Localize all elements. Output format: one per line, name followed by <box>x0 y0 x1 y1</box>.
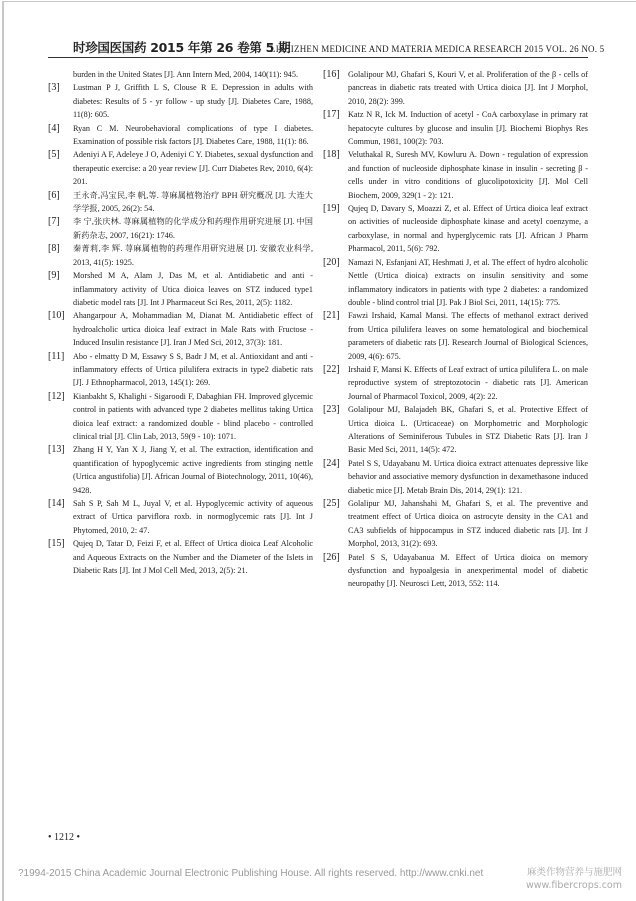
reference-number: [13] <box>48 444 65 456</box>
watermark-cn: 麻类作物营养与施肥网 <box>526 867 622 878</box>
reference-text: Adeniyi A F, Adeleye J O, Adeniyi C Y. Diabetes, sexual dysfunction and therapeutic exercise: a 20 year review [J]. Curr Diabetes Rev, 2010, 6(4): 201. <box>73 150 313 187</box>
reference-item <box>323 403 588 457</box>
reference-text: Zhang H Y, Yan X J, Jiang Y, et al. The extraction, identification and quantification of hypoglycemic active ingredients from stinging nettle (Urtica angustifolia) [J]. African Journal of Biotechnology, 2011, 10(46), 9428. <box>73 445 313 495</box>
reference-text: 王永奇,冯宝民,李 帆,等. 荨麻属植物治疗 BPH 研究概况 [J]. 大连大学学报, 2005, 26(2): 54. <box>73 190 313 214</box>
reference-number: [3] <box>48 82 60 94</box>
reference-text: Qujeq D, Davary S, Moazzi Z, et al. Effect of Urtica dioica leaf extract on activities of nucleoside diphosphate kinase and acetyl coenzyme, a carboxylase, in normal and hyperglycemic rats [J]. African J Pharm Pharmacol, 2011, 5(6): 792. <box>348 204 588 254</box>
reference-item <box>323 108 588 148</box>
reference-text: Namazi N, Esfanjani AT, Heshmati J, et al. The effect of hydro alcoholic Nettle (Urtica dioica) extracts on insulin sensitivity and some inflammatory indicators in patients with type 2 diabetes: a randomized double - blind control trial [J]. Pak J Biol Sci, 2011, 14(15): 775. <box>348 257 588 307</box>
reference-text: Golalipur MJ, Jahanshahi M, Ghafari S, et al. The preventive and treatment effect of Urtica dioica on astrocyte density in the CA1 and CA3 subfields of hippocampus in STZ induced diabetic rats [J]. Int J Morphol, 2013, 31(2): 693. <box>348 499 588 549</box>
reference-text: Qujeq D, Tatar D, Feizi F, et al. Effect of Urtica dioica Leaf Alcoholic and Aqueous Extracts on the Number and the Diameter of the Islets in Diabetic Rats [J]. Int J Mol Cell Med, 2013, 2(5): 21. <box>73 539 313 576</box>
reference-item <box>48 309 313 349</box>
reference-text: burden in the United States [J]. Ann Intern Med, 2004, 140(11): 945. <box>73 70 299 79</box>
reference-text: Golalipour MJ, Balajadeh BK, Ghafari S, et al. Protective Effect of Urtica dioica L. (Urticaceae) on Morphometric and Morphologic Alterations of Seminiferous Tubules in STZ Diabetic Rats [J]. Iran J Basic Med Sci, 2011, 14(5): 472. <box>348 405 588 455</box>
reference-number: [18] <box>323 149 340 161</box>
reference-number: [8] <box>48 243 60 255</box>
reference-item <box>48 242 313 269</box>
journal-title-cn: 时珍国医国药 2015 年第 26 卷第 5 期 <box>73 40 291 55</box>
page-number: • 1212 • <box>48 832 81 843</box>
reference-text: Katz N R, Ick M. Induction of acetyl - CoA carboxylase in primary rat hepatocyte cultures by glucose and insulin [J]. Biochemi Biophys Res Commun, 1981, 100(2): 703. <box>348 110 588 147</box>
header-rule <box>48 57 588 58</box>
reference-text: Morshed M A, Alam J, Das M, et al. Antidiabetic and anti - inflammatory activity of Utica dioica leaves on STZ induced type1 diabetic model rats [J]. Int J Pharmaceut Sci Res, 2011, 2(5): 1182. <box>73 271 313 307</box>
reference-item <box>48 443 313 497</box>
reference-number: [26] <box>323 551 340 563</box>
reference-text: Ahangarpour A, Mohammadian M, Dianat M. Antidiabetic effect of hydroalcholic urtica dioica leaf extract in Male Rats with Fructose - Induced Insulin resistance [J]. Iran J Med Sci, 2012, 37(3): 181. <box>73 311 313 348</box>
reference-text: Abo - elmatty D M, Essawy S S, Badr J M, et al. Antioxidant and anti - inflammatory effects of Urtica pilulifera extracts in type2 diabetic rats [J]. J Ethnopharmacol, 2013, 145(1): 269. <box>73 351 313 388</box>
reference-number <box>48 68 73 81</box>
reference-item <box>323 256 588 310</box>
reference-number: [10] <box>48 310 65 322</box>
reference-item <box>323 457 588 497</box>
reference-number: [22] <box>323 363 340 375</box>
reference-number: [12] <box>48 390 65 402</box>
reference-text: Kianbakht S, Khalighi - Sigaroodi F, Dabaghian FH. Improved glycemic control in patients with advanced type 2 diabetes mellitus taking Urtica dioica leaf extract: a randomized double - blind placebo - controlled clinical trial [J]. Clin Lab, 2013, 59(9 - 10): 1071. <box>73 391 313 441</box>
references-right-column <box>323 68 588 591</box>
reference-item <box>48 68 313 81</box>
reference-item <box>323 202 588 256</box>
reference-item <box>48 148 313 188</box>
reference-number: [6] <box>48 189 60 201</box>
reference-number: [9] <box>48 270 60 282</box>
reference-number: [15] <box>48 538 65 550</box>
reference-text: Golalipour MJ, Ghafari S, Kouri V, et al. Proliferation of the β - cells of pancreas in diabetic rats treated with Urtica dioica [J]. Int J Morphol, 2010, 28(2): 399. <box>348 70 588 106</box>
reference-item <box>323 148 588 202</box>
reference-number: [16] <box>323 69 340 80</box>
reference-text: 李 宁,张庆林. 荨麻属植物的化学成分和药理作用研究进展 [J]. 中国新药杂志, 2007, 16(21): 1746. <box>73 217 313 240</box>
reference-text: Sah S P, Sah M L, Juyal V, et al. Hypoglycemic activity of aqueous extract of Urtica parviflora roxb. in normoglycemic rats [J]. Int J Phytomed, 2010, 2: 47. <box>73 499 313 535</box>
reference-number: [11] <box>48 350 65 362</box>
reference-item <box>323 497 588 551</box>
reference-item <box>48 269 313 309</box>
watermark <box>526 866 622 892</box>
reference-text: Ryan C M. Neurobehavioral complications of type I diabetes. Examination of possible risk factors [J]. Diabetes Care, 1988, 11(1): 86. <box>73 123 313 147</box>
reference-number: [4] <box>48 122 60 134</box>
reference-number: [24] <box>323 457 340 469</box>
journal-title-en: LISHIZHEN MEDICINE AND MATERIA MEDICA RESEARCH 2015 VOL. 26 NO. 5 <box>270 44 605 54</box>
reference-item <box>48 497 313 537</box>
reference-item <box>48 390 313 444</box>
reference-text: Fawzi Irshaid, Kamal Mansi. The effects of methanol extract derived from Urtica pilulifera leaves on some hematological and biochemical parameters of diabetic rats [J]. Research Journal of Biological Sciences, 2009, 4(6): 675. <box>348 311 588 361</box>
reference-number: [23] <box>323 404 340 416</box>
reference-text: 秦菁莉,李 辉. 荨麻属植物的药理作用研究进展 [J]. 安徽农业科学, 2013, 41(5): 1925. <box>73 244 313 267</box>
reference-number: [14] <box>48 498 65 509</box>
watermark-url: www.fibercrops.com <box>525 880 622 891</box>
reference-number: [21] <box>323 310 340 322</box>
reference-text: Lustman P J, Griffith L S, Clouse R E. Depression in adults with diabetes: Results of 5 - yr follow - up study [J]. Diabetes Care, 1988, 11(8): 605. <box>73 83 313 120</box>
reference-number: [5] <box>48 149 60 161</box>
reference-text: Veluthakal R, Suresh MV, Kowluru A. Down - regulation of expression and function of nucleoside diphosphate kinase in insulin - secreting β - cells under in vitro conditions of glucolipotoxicity [J]. Mol Cell Biochem, 2009, 329(1 - 2): 121. <box>348 150 588 200</box>
reference-item <box>323 363 588 403</box>
reference-number: [17] <box>323 109 340 121</box>
reference-item <box>48 215 313 242</box>
copyright-notice: ?1994-2015 China Academic Journal Electronic Publishing House. All rights reserved. http://www.cnki.net <box>18 868 484 879</box>
reference-item <box>48 122 313 149</box>
reference-item <box>48 350 313 390</box>
reference-item <box>48 81 313 121</box>
reference-item <box>323 551 588 591</box>
reference-text: Patel S S, Udayabanua M. Effect of Urtica dioica on memory dysfunction and hypoalgesia in anexperimental model of diabetic neuropathy [J]. Neurosci Lett, 2013, 552: 114. <box>348 552 588 589</box>
reference-text: Patel S S, Udayabanu M. Urtica dioica extract attenuates depressive like behavior and associative memory dysfunction in dexamethasone induced diabetic mice [J]. Metab Brain Dis, 2014, 29(1): 121. <box>348 458 588 495</box>
reference-number: [25] <box>323 498 340 509</box>
reference-number: [20] <box>323 256 340 268</box>
references-left-column <box>48 68 313 577</box>
reference-number: [7] <box>48 216 60 228</box>
reference-item <box>48 537 313 577</box>
reference-number: [19] <box>323 203 340 215</box>
reference-item <box>48 189 313 216</box>
reference-text: Irshaid F, Mansi K. Effects of Leaf extract of urtica pilulifera L. on male reproductive system of streptozotocin - diabetic rats [J]. American Journal of Pharmacol Toxicol, 2009, 4(2): 22. <box>348 364 588 401</box>
reference-item <box>323 68 588 108</box>
reference-item <box>323 309 588 363</box>
